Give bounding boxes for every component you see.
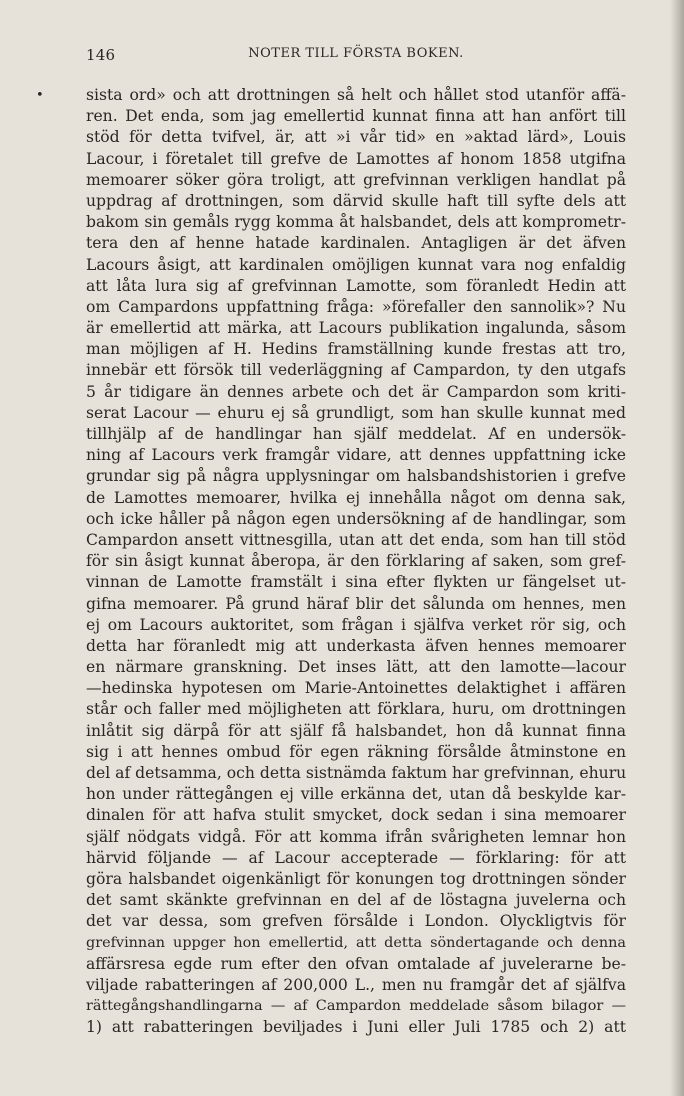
text-line: härvid följande — af Lacour accepterade — förklaring: för att (86, 848, 626, 867)
text-line: sig i att hennes ombud för egen räkning försålde åtminstone en (86, 742, 626, 761)
text-line: för sin åsigt kunnat åberopa, är den förklaring af saken, som gref- (86, 552, 626, 571)
text-line: ning af Lacours verk framgår vidare, att dennes uppfattning icke (86, 446, 626, 465)
text-line: memoarer söker göra troligt, att grefvinnan verkligen handlat på (86, 170, 626, 189)
text-line: serat Lacour — ehuru ej så grundligt, som han skulle kunnat med (86, 403, 626, 422)
text-line: grundar sig på några upplysningar om halsbandshistorien i grefve (86, 467, 626, 486)
text-line: 1) att rabatteringen beviljades i Juni eller Juli 1785 och 2) att (86, 1018, 626, 1037)
text-line: och icke håller på någon egen undersökning af de handlingar, som (86, 509, 626, 528)
text-line: inlåtit sig därpå för att själf få halsbandet, hon då kunnat finna (86, 721, 626, 740)
running-title: NOTER TILL FÖRSTA BOKEN. (248, 46, 464, 61)
text-line: rättegångshandlingarna — af Campardon meddelade såsom bilagor — (86, 998, 626, 1015)
body-text (86, 85, 626, 1038)
text-line: göra halsbandet oigenkänligt för konungen tog drottningen sönder (86, 869, 626, 888)
text-line: ren. Det enda, som jag emellertid kunnat finna att han anfört till (86, 107, 626, 126)
text-line: viljade rabatteringen af 200,000 L., men nu framgår det af själfva (86, 975, 626, 994)
text-line: stöd för detta tvifvel, är, att »i vår tid» en »aktad lärd», Louis (86, 128, 626, 147)
text-line: det var dessa, som grefven försålde i London. Olyckligtvis för (86, 912, 626, 931)
margin-mark: • (36, 88, 44, 103)
text-line: del af detsamma, och detta sistnämda faktum har grefvinnan, ehuru (86, 764, 626, 782)
text-line: man möjligen af H. Hedins framställning kunde frestas att tro, (86, 340, 626, 359)
page-edge-shadow (670, 0, 684, 1096)
text-line: tillhjälp af de handlingar han själf meddelat. Af en undersök- (86, 425, 626, 443)
text-line: 5 år tidigare än dennes arbete och det är Campardon som kriti- (86, 382, 626, 401)
text-line: en närmare granskning. Det inses lätt, att den lamotte—lacour (86, 658, 626, 677)
text-line: är emellertid att märka, att Lacours publikation ingalunda, såsom (86, 319, 626, 338)
page-number: 146 (86, 46, 116, 64)
text-line: hon under rättegången ej ville erkänna det, utan då beskylde kar- (86, 785, 626, 804)
text-line: står och faller med möjligheten att förklara, huru, om drottningen (86, 700, 626, 719)
text-line: gifna memoarer. På grund häraf blir det sålunda om hennes, men (86, 594, 626, 613)
text-line: det samt skänkte grefvinnan en del af de löstagna juvelerna och (86, 891, 626, 910)
text-line: —hedinska hypotesen om Marie-Antoinettes delaktighet i affären (86, 679, 626, 698)
text-line: att låta lura sig af grefvinnan Lamotte, som föranledt Hedin att (86, 276, 626, 295)
text-line: de Lamottes memoarer, hvilka ej innehålla något om denna sak, (86, 488, 626, 507)
text-line: tera den af henne hatade kardinalen. Antagligen är det äfven (86, 234, 626, 253)
text-line: om Campardons uppfattning fråga: »förefaller den sannolik»? Nu (86, 297, 626, 316)
page-header (86, 46, 626, 70)
text-line: grefvinnan uppger hon emellertid, att detta söndertagande och denna (86, 934, 626, 951)
text-line: uppdrag af drottningen, som därvid skulle haft till syfte dels att (86, 191, 626, 210)
text-line: Campardon ansett vittnesgilla, utan att det enda, som han till stöd (86, 530, 626, 549)
text-line: detta har föranledt mig att underkasta äfven hennes memoarer (86, 636, 626, 655)
text-line: affärsresa egde rum efter den ofvan omtalade af juvelerarne be- (86, 954, 626, 973)
text-line: Lacour, i företalet till grefve de Lamottes af honom 1858 utgifna (86, 149, 626, 168)
text-line: ej om Lacours auktoritet, som frågan i själfva verket rör sig, och (86, 615, 626, 634)
text-line: innebär ett försök till vederläggning af Campardon, ty den utgafs (86, 361, 626, 380)
text-line: sista ord» och att drottningen så helt och hållet stod utanför affä- (86, 86, 626, 104)
text-line: dinalen för att hafva stulit smycket, dock sedan i sina memoarer (86, 806, 626, 825)
text-line: bakom sin gemåls rygg komma åt halsbandet, dels att komprometr- (86, 213, 626, 232)
text-line: Lacours åsigt, att kardinalen omöjligen kunnat vara nog enfaldig (86, 255, 626, 274)
text-line: själf nödgats vidgå. För att komma ifrån svårigheten lemnar hon (86, 827, 626, 846)
text-line: vinnan de Lamotte framstält i sina efter flykten ur fängelset ut- (86, 573, 626, 592)
